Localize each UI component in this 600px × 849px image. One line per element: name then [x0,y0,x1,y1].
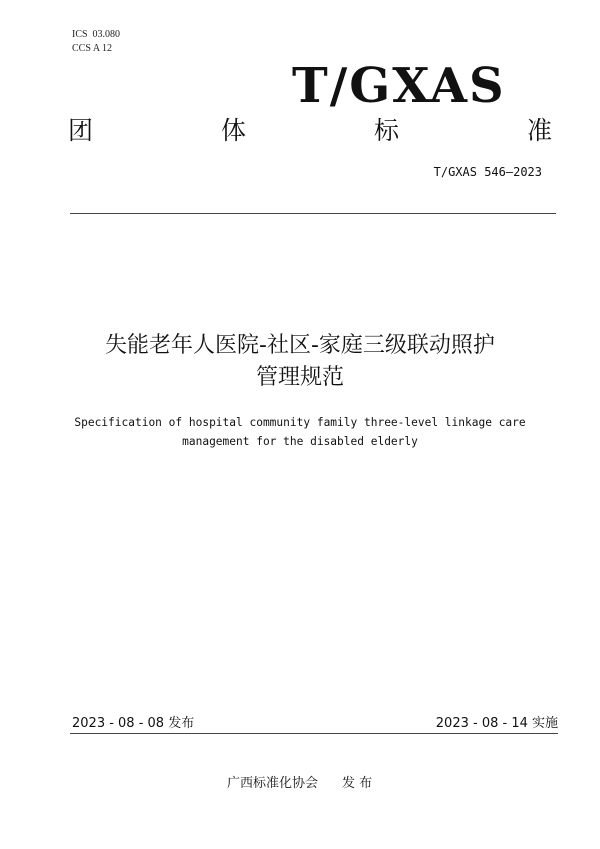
implement-date: 2023 - 08 - 14 实施 [435,716,558,731]
ics-code: ICS 03.080 [72,29,121,40]
standard-type-char: 团 [68,116,94,145]
standard-type [68,114,552,148]
publisher-action: 发 布 [342,776,373,791]
header-divider [70,213,556,214]
standard-number: T/GXAS 546—2023 [433,165,542,179]
chinese-title [50,330,550,394]
english-title-line: management for the disabled elderly [182,435,418,448]
standard-type-char: 体 [220,116,246,145]
footer-divider [70,733,558,734]
english-title [40,413,560,451]
chinese-title-line: 管理规范 [255,365,344,390]
standard-type-char: 标 [373,116,399,145]
standard-logo: T/GXAS [292,58,506,114]
ccs-code: CCS A 12 [72,43,113,54]
publish-date: 2023 - 08 - 08 发布 [72,716,195,731]
chinese-title-line: 失能老年人医院-社区-家庭三级联动照护 [105,333,495,358]
publisher-name: 广西标准化协会 [227,776,319,791]
standard-type-char: 准 [526,116,552,145]
publisher-line [227,775,372,793]
english-title-line: Specification of hospital community family three-level linkage care [74,416,526,429]
classification-codes [72,28,120,56]
